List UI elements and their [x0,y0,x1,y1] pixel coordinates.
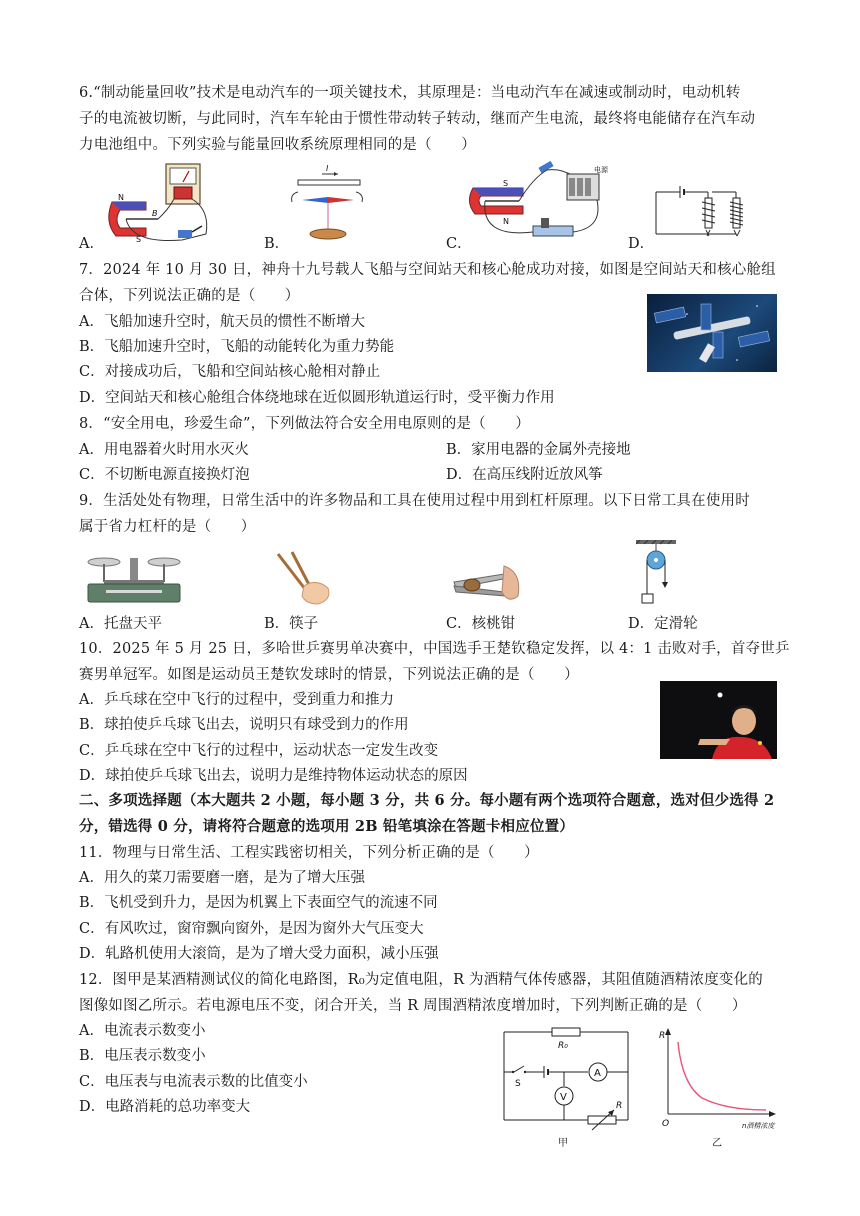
q6-option-d: D． [628,236,655,252]
q12-option-c: C．电压表与电流表示数的比值变小 [79,1074,308,1090]
q6-line-1: 6.“制动能量回收”技术是电动汽车的一项关键技术，其原理是：当电动汽车在减速或制动时，电动机转 [79,85,741,101]
q6-figure-b-oersted [282,160,372,248]
fixed-pulley-image [636,540,676,608]
resistance-vs-concentration-graph [656,1024,786,1150]
resistance-curve [678,1042,766,1110]
q12-line-1: 12．图甲是某酒精测试仪的简化电路图，R₀为定值电阻，R 为酒精气体传感器，其阻值随酒精浓度变化的 [79,972,764,988]
q11-option-a: A．用久的菜刀需要磨一磨，是为了增大压强 [79,870,365,886]
circuit-caption: 甲 [558,1138,568,1149]
q12-option-b: B．电压表示数变小 [79,1048,206,1064]
q10-line-2: 赛男单冠军。如图是运动员王楚钦发球时的情景，下列说法正确的是（ ） [79,667,579,683]
q7-line-1: 7．2024 年 10 月 30 日，神舟十九号载人飞船与空间站天和核心舱成功对接，如图是空间站天和核心舱组 [79,262,776,278]
q7-option-c: C．对接成功后，飞船和空间站核心舱相对静止 [79,364,381,380]
q10-option-c: C．乒乓球在空中飞行的过程中，运动状态一定发生改变 [79,743,439,759]
q6-option-c: C． [446,236,472,252]
q6-a-n-label: N [118,193,124,202]
switch-s-label: S [515,1079,521,1089]
q6-b-i-label: I [326,164,329,173]
graph-x-axis-label: n酒精浓度 [742,1122,775,1130]
q6-figure-d-electromagnet [650,178,760,248]
q10-option-a: A．乒乓球在空中飞行的过程中，受到重力和推力 [79,692,394,708]
q9-option-b: B．筷子 [264,616,319,632]
q7-option-a: A．飞船加速升空时，航天员的惯性不断增大 [79,314,365,330]
section2-heading-line-1: 二、多项选择题（本大题共 2 小题，每小题 3 分，共 6 分。每小题有两个选项符合题意，选对但少选得 2 [79,792,775,809]
q6-line-2: 子的电流被切断，与此同时，汽车车轮由于惯性带动转子转动，继而产生电流，最终将电能储存在汽车动 [79,111,756,127]
nutcracker-image [448,552,528,606]
q9-option-c: C．核桃钳 [446,616,516,632]
q9-line-2: 属于省力杠杆的是（ ） [79,519,256,535]
graph-origin-label: O [662,1119,670,1129]
q8-option-c: C．不切断电源直接换灯泡 [79,467,250,483]
q12-option-d: D．电路消耗的总功率变大 [79,1099,251,1115]
q6-a-b-label: B [152,209,158,218]
q11-line-1: 11．物理与日常生活、工程实践密切相关，下列分析正确的是（ ） [79,845,539,861]
sensor-r-label: R [616,1101,623,1111]
q10-option-b: B．球拍使乒乓球飞出去，说明只有球受到力的作用 [79,717,409,733]
q10-option-d: D．球拍使乒乓球飞出去，说明力是维持物体运动状态的原因 [79,768,468,784]
q6-c-n-label: N [503,217,509,226]
q12-line-2: 图像如图乙所示。若电源电压不变，闭合开关，当 R 周围酒精浓度增加时，下列判断正确的是（ ） [79,998,747,1014]
q11-option-c: C．有风吹过，窗帘飘向窗外，是因为窗外大气压变大 [79,921,424,937]
chopsticks-image [268,548,338,606]
q8-option-b: B．家用电器的金属外壳接地 [446,442,631,458]
q8-option-d: D．在高压线附近放风筝 [446,467,603,483]
balance-scale-image [84,550,184,606]
q11-option-d: D．轧路机使用大滚筒，是为了增大受力面积，减小压强 [79,946,439,962]
q10-line-1: 10．2025 年 5 月 25 日，多哈世乒赛男单决赛中，中国选手王楚钦稳定发挥，以 4：1 击败对手，首夺世乒 [79,641,790,657]
q7-option-d: D．空间站天和核心舱组合体绕地球在近似圆形轨道运行时，受平衡力作用 [79,390,555,406]
q6-option-b: B． [264,236,290,252]
r0-label: R₀ [558,1041,568,1051]
q6-a-s-label: S [136,235,142,244]
graph-y-axis-label: R [659,1031,666,1041]
q7-option-b: B．飞船加速升空时，飞船的动能转化为重力势能 [79,339,395,355]
q9-line-1: 9．生活处处有物理，日常生活中的许多物品和工具在使用过程中用到杠杆原理。以下日常工具在使用时 [79,493,750,509]
q6-c-power-label: 电源 [594,166,608,174]
q6-option-a: A． [79,236,104,252]
table-tennis-player-photo [660,681,777,759]
q6-figure-c-motor [463,158,613,248]
q6-c-s-label: S [503,179,509,188]
graph-caption: 乙 [712,1138,722,1149]
section2-heading-line-2: 分，错选得 0 分，请将符合题意的选项用 2B 铅笔填涂在答题卡相应位置） [79,818,575,835]
ammeter-a-label: A [594,1068,601,1079]
voltmeter-v-label: V [560,1092,567,1103]
q9-option-d: D．定滑轮 [628,616,698,632]
q6-line-3: 力电池组中。下列实验与能量回收系统原理相同的是（ ） [79,137,476,153]
q6-figure-a-generator [102,160,222,248]
q7-line-2: 合体，下列说法正确的是（ ） [79,288,300,304]
q8-line-1: 8．“安全用电，珍爱生命”，下列做法符合安全用电原则的是（ ） [79,416,530,432]
space-station-photo [647,294,777,372]
q11-option-b: B．飞机受到升力，是因为机翼上下表面空气的流速不同 [79,895,438,911]
alcohol-tester-circuit-diagram [500,1024,640,1150]
q8-option-a: A．用电器着火时用水灭火 [79,442,249,458]
q12-option-a: A．电流表示数变小 [79,1023,206,1039]
q9-option-a: A．托盘天平 [79,616,162,632]
